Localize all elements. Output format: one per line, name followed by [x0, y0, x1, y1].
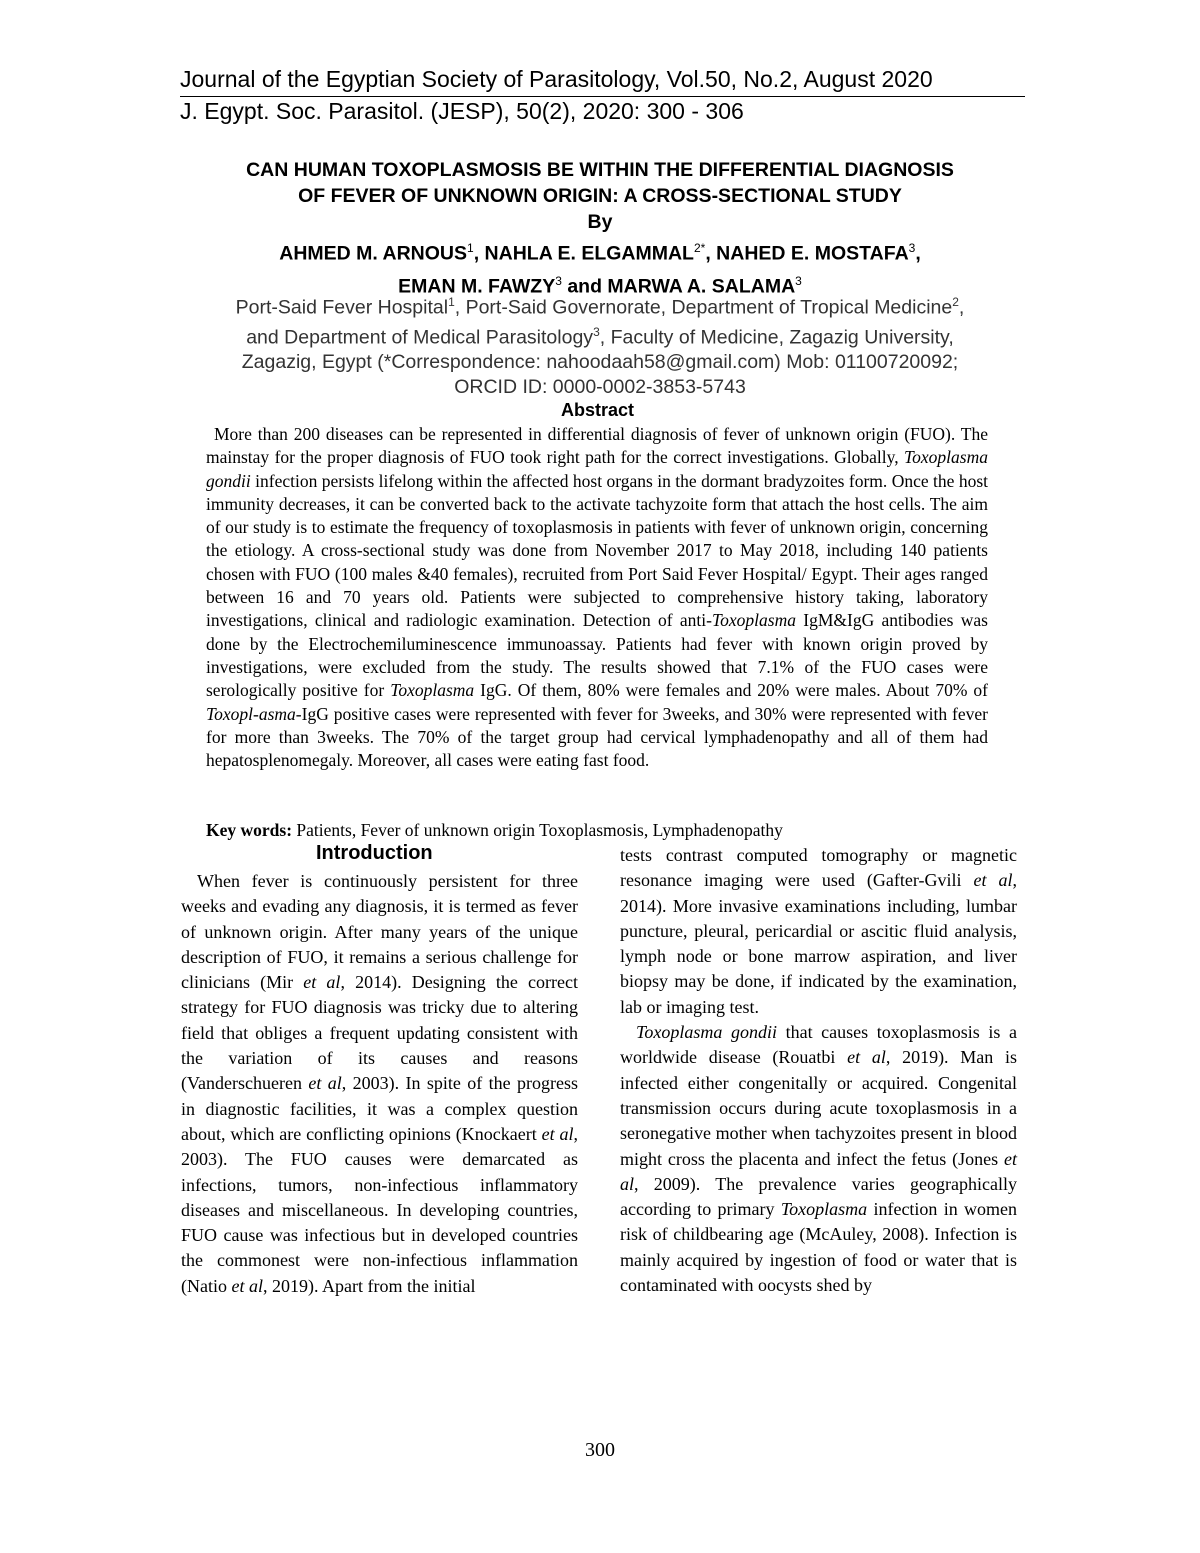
author-affiliation-mark: 1 — [467, 241, 474, 255]
abstract-paragraph: More than 200 diseases can be represented in differential diagnosis of fever of unknown origin (FUO). The mainstay for the proper diagnosis of FUO took right path for the correct investigations. Globally, Toxoplasma gondii infection persists lifelong within the affected host organs in the dormant bradyzoites form. Once the host immunity decreases, it can be converted back to the activate tachyzoite form that attach the host cells. The aim of our study is to estimate the frequency of toxoplasmosis in patients with fever of unknown origin, concerning the etiology. A cross-sectional study was done from November 2017 to May 2018, including 140 patients chosen with FUO (100 males &40 females), recruited from Port Said Fever Hospital/ Egypt. Their ages ranged between 16 and 70 years old. Patients were subjected to comprehensive history taking, laboratory investigations, clinical and radiologic examination. Detection of anti-Toxoplasma IgM&IgG antibodies was done by the Electrochemiluminescence immunoassay. Patients had fever with known origin proved by investigations, were excluded from the study. The results showed that 7.1% of the FUO cases were serologically positive for Toxoplasma IgG. Of them, 80% were females and 20% were males. About 70% of Toxopl-asma-IgG positive cases were represented with fever for 3weeks, and 30% were represented with fever for more than 3weeks. The 70% of the target group had cervical lymphadenopathy and all of them had hepatosplenomegaly. Moreover, all cases were eating fast food. — [206, 424, 988, 771]
title-block — [150, 157, 1050, 300]
author-name: AHMED M. ARNOUS — [279, 242, 468, 265]
journal-header: Journal of the Egyptian Society of Parasitology, Vol.50, No.2, August 2020 — [180, 66, 933, 92]
author-affiliation-mark: 2* — [693, 241, 706, 255]
author-affiliation-mark: 3 — [555, 273, 562, 288]
affiliations — [150, 290, 1050, 399]
intro-paragraph-continued: tests contrast computed tomography or magnetic resonance imaging were used (Gafter-Gvili et al, 2014). More invasive examinations including, lumbar puncture, pleural, pericardial or ascitic fluid analysis, lymph node or bone marrow aspiration, and liver biopsy may be done, if indicated by the examination, lab or imaging test. — [620, 845, 1017, 1017]
left-column — [181, 869, 578, 1299]
affiliation-line-1: Port-Said Fever Hospital$^1$, Port-Said Governorate, Department of Tropical Medicine$^2$, — [235, 295, 965, 319]
author-name: EMAN M. FAWZY — [398, 275, 556, 297]
intro-paragraph: When fever is continuously persistent for three weeks and evading any diagnosis, it is termed as fever of unknown origin. After many years of the unique description of FUO, it remains a serious challenge for clinicians (Mir et al, 2014). Designing the correct strategy for FUO diagnosis was tricky due to altering field that obliges a frequent updating consistent with the variation of its causes and reasons (Vanderschueren et al, 2003). In spite of the progress in diagnostic facilities, it was a complex question about, which are conflicting opinions (Knockaert et al, 2003). The FUO causes were demarcated as infections, tumors, non-infectious inflammatory diseases and miscellaneous. In developing countries, FUO cause was infectious but in developed countries the commonest were non-infectious inflammation (Natio et al, 2019). Apart from the initial — [181, 871, 578, 1296]
paper-title-line-2: OF FEVER OF UNKNOWN ORIGIN: A CROSS-SECTIONAL STUDY — [298, 185, 902, 207]
author-name: MARWA A. SALAMA — [607, 275, 796, 297]
keywords — [206, 820, 988, 841]
keywords-label: Key words: — [206, 820, 293, 840]
author-affiliation-mark: 3 — [795, 273, 802, 288]
and-word: and — [567, 275, 602, 297]
orcid-line: ORCID ID: 0000-0002-3853-5743 — [454, 375, 746, 398]
citation-header: J. Egypt. Soc. Parasitol. (JESP), 50(2), 2020: 300 - 306 — [180, 98, 744, 124]
abstract-heading: Abstract — [560, 400, 635, 420]
correspondence-line: Zagazig, Egypt (*Correspondence: nahoodaah58@gmail.com) Mob: 01100720092; — [241, 351, 959, 373]
header-rule — [180, 96, 1025, 97]
author-affiliation-mark: 3 — [908, 241, 916, 255]
intro-paragraph: Toxoplasma gondii that causes toxoplasmosis is a worldwide disease (Rouatbi et al, 2019). Man is infected either congenitally or acquired. Congenital transmission occurs during acute toxoplasmosis in a seronegative mother when tachyzoites present in blood might cross the placenta and infect the fetus (Jones et al, 2009). The prevalence varies geographically according to primary Toxoplasma infection in women risk of childbearing age (McAuley, 2008). Infection is mainly acquired by ingestion of food or water that is contaminated with oocysts shed by — [620, 1022, 1018, 1296]
affiliation-line-2: and Department of Medical Parasitology$^3$, Faculty of Medicine, Zagazig University, — [246, 325, 954, 349]
authors-line-1: AHMED M. ARNOUS$^1$, NAHLA E. $ELGAMMAL^{2*}$, NAHED E. MOSTAFA$^3$, — [279, 241, 921, 265]
abstract-body — [206, 423, 988, 772]
by-label: By — [587, 211, 613, 233]
page-number: 300 — [585, 1439, 615, 1461]
right-column — [620, 843, 1017, 1298]
author-name: NAHLA E. ELGAMMAL — [484, 242, 694, 265]
keywords-list: Patients, Fever of unknown origin Toxoplasmosis, Lymphadenopathy — [292, 820, 783, 840]
introduction-heading: Introduction — [316, 842, 433, 864]
paper-title-line-1: CAN HUMAN TOXOPLASMOSIS BE WITHIN THE DIFFERENTIAL DIAGNOSIS — [246, 159, 954, 181]
author-name: NAHED E. MOSTAFA — [716, 242, 909, 265]
